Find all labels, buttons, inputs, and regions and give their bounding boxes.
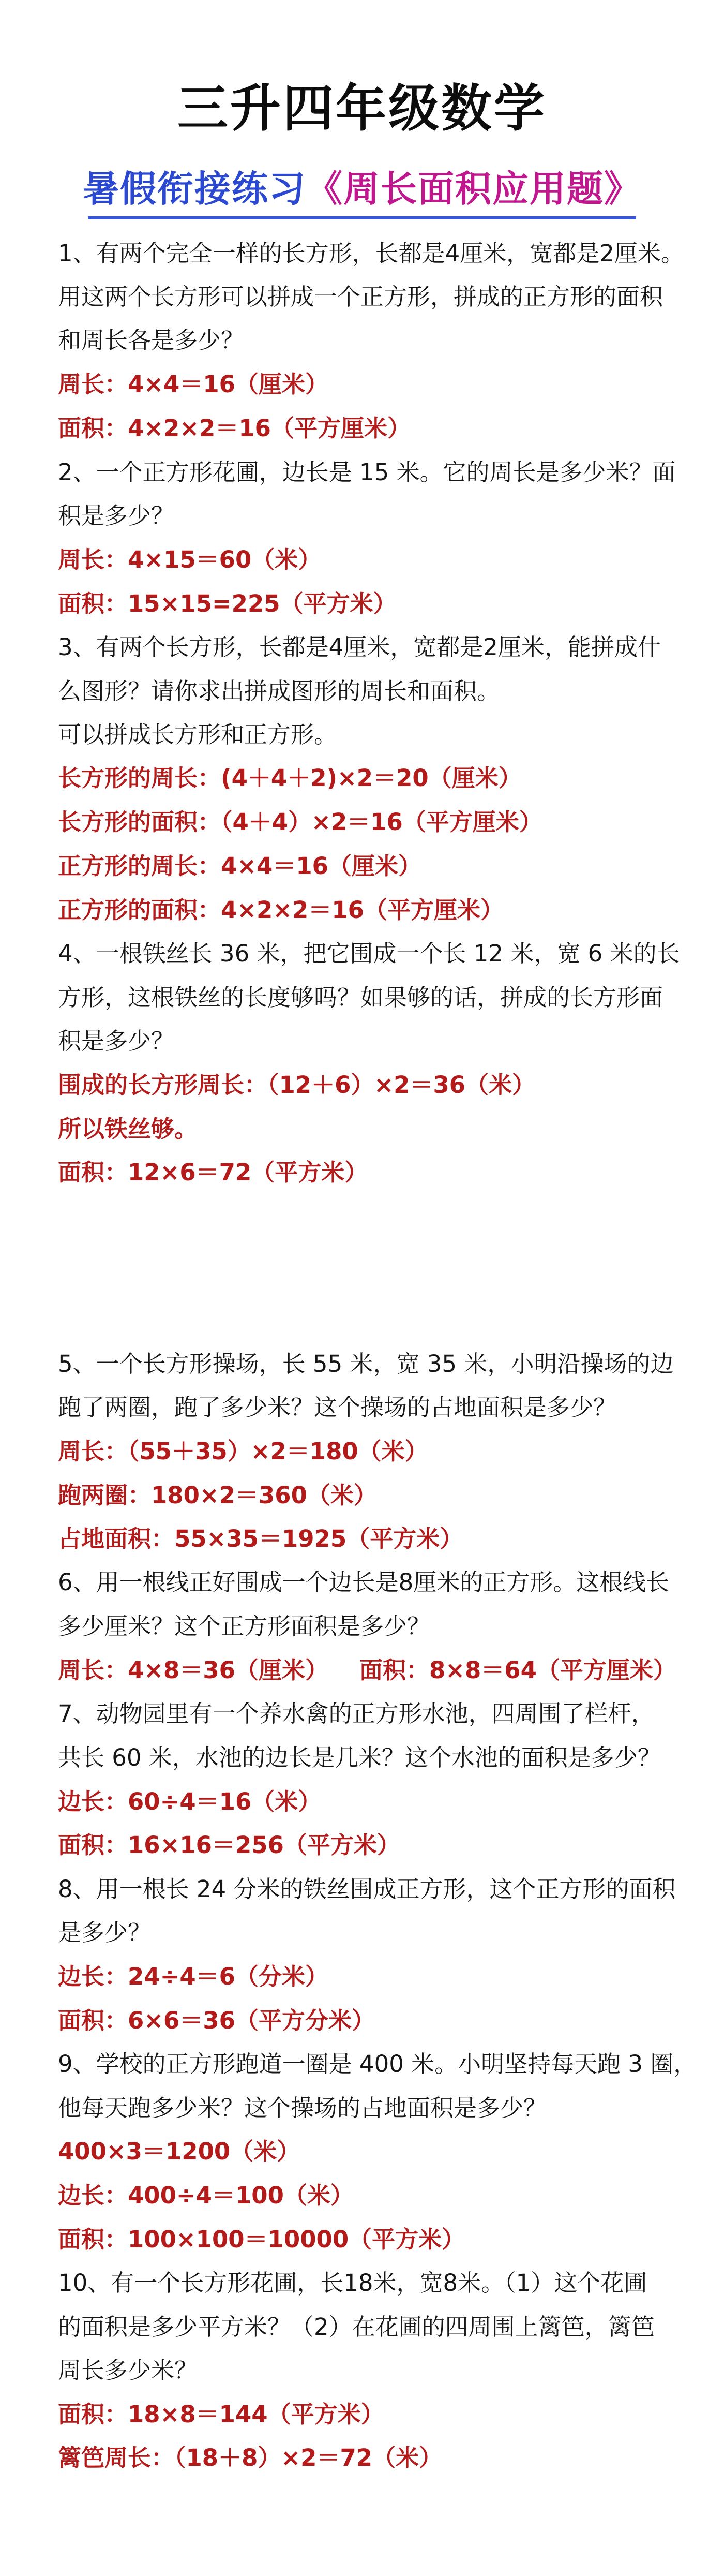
answer-3-line-4: 正方形的面积：4×2×2＝16（平方厘米）: [58, 896, 504, 924]
question-4-line-2: 方形，这根铁丝的长度够吗？如果够的话，拼成的长方形面: [58, 984, 663, 1011]
answer-8-line-2: 面积：6×6＝36（平方分米）: [58, 2007, 375, 2034]
question-8-line-2: 是多少？: [58, 1919, 152, 1946]
question-3-line-1: 3、有两个长方形，长都是4厘米，宽都是2厘米，能拼成什: [58, 633, 661, 661]
answer-2-line-1: 周长：4×15＝60（米）: [58, 546, 322, 573]
question-4-line-3: 积是多少？: [58, 1027, 175, 1055]
question-10-line-1: 10、有一个长方形花圃，长18米，宽8米。（1）这个花圃: [58, 2269, 647, 2297]
answer-5-line-1: 周长：（55＋35）×2＝180（米）: [58, 1438, 428, 1465]
answer-6-line-1: [58, 1656, 678, 1685]
page-subtitle: [0, 166, 724, 212]
question-7-line-1: 7、动物园里有一个养水禽的正方形水池，四周围了栏杆，: [58, 1700, 655, 1727]
question-5-line-2: 跑了两圈，跑了多少米？这个操场的占地面积是多少？: [58, 1394, 617, 1421]
question-1-line-1: 1、有两个完全一样的长方形，长都是4厘米，宽都是2厘米。: [58, 240, 684, 267]
question-3-line-3: 可以拼成长方形和正方形。: [58, 721, 338, 748]
question-2-line-2: 积是多少？: [58, 502, 175, 529]
answer-9-line-3: 面积：100×100＝10000（平方米）: [58, 2226, 465, 2253]
answer-9-line-2: 边长：400÷4＝100（米）: [58, 2182, 354, 2209]
question-4-line-1: 4、一根铁丝长 36 米，把它围成一个长 12 米，宽 6 米的长: [58, 940, 680, 967]
page-title: 三升四年级数学: [177, 79, 547, 138]
answer-3-line-3: 正方形的周长：4×4＝16（厘米）: [58, 852, 421, 880]
answer-4-line-2: 所以铁丝够。: [58, 1115, 198, 1143]
answer-3-line-2: 长方形的面积：（4＋4）×2＝16（平方厘米）: [58, 808, 542, 836]
question-10-line-2: 的面积是多少平方米？（2）在花圃的四周围上篱笆，篱笆: [58, 2313, 655, 2341]
answer-1-line-1: 周长：4×4＝16（厘米）: [58, 371, 328, 398]
answer-5-line-3: 占地面积：55×35＝1925（平方米）: [58, 1525, 463, 1552]
answer-4-line-1: 围成的长方形周长：（12＋6）×2＝36（米）: [58, 1071, 536, 1099]
answer-6-area: 面积：8×8＝64（平方厘米）: [359, 1656, 676, 1684]
answer-2-line-2: 面积：15×15=225（平方米）: [58, 590, 397, 617]
question-5-line-1: 5、一个长方形操场，长 55 米，宽 35 米，小明沿操场的边: [58, 1350, 674, 1378]
answer-8-line-1: 边长：24÷4＝6（分米）: [58, 1963, 328, 1990]
answer-10-line-2: 篱笆周长：（18＋8）×2＝72（米）: [58, 2444, 443, 2471]
answer-5-line-2: 跑两圈：180×2＝360（米）: [58, 1482, 377, 1509]
subtitle-topic: 《周长面积应用题》: [306, 168, 641, 210]
answer-6-perimeter: 周长：4×8＝36（厘米）: [58, 1656, 328, 1684]
answer-1-line-2: 面积：4×2×2＝16（平方厘米）: [58, 414, 411, 442]
answer-4-line-3: 面积：12×6＝72（平方米）: [58, 1159, 368, 1186]
question-2-line-1: 2、一个正方形花圃，边长是 15 米。它的周长是多少米？面: [58, 458, 676, 486]
question-9-line-1: 9、学校的正方形跑道一圈是 400 米。小明坚持每天跑 3 圈，: [58, 2050, 697, 2078]
question-8-line-1: 8、用一根长 24 分米的铁丝围成正方形，这个正方形的面积: [58, 1875, 676, 1903]
question-10-line-3: 周长多少米？: [58, 2357, 198, 2384]
answer-9-line-1: 400×3＝1200（米）: [58, 2138, 300, 2165]
subtitle-main: 暑假衔接练习: [83, 168, 306, 210]
subtitle-underline: [88, 216, 636, 219]
answer-10-line-1: 面积：18×8＝144（平方米）: [58, 2401, 384, 2428]
question-6-line-2: 多少厘米？这个正方形面积是多少？: [58, 1612, 431, 1640]
question-1-line-2: 用这两个长方形可以拼成一个正方形，拼成的正方形的面积: [58, 283, 663, 310]
answer-7-line-1: 边长：60÷4＝16（米）: [58, 1788, 322, 1815]
question-1-line-3: 和周长各是多少？: [58, 327, 245, 354]
question-6-line-1: 6、用一根线正好围成一个边长是8厘米的正方形。这根线长: [58, 1568, 670, 1596]
question-3-line-2: 么图形？请你求出拼成图形的周长和面积。: [58, 677, 501, 705]
answer-7-line-2: 面积：16×16＝256（平方米）: [58, 1831, 400, 1859]
question-9-line-2: 他每天跑多少米？这个操场的占地面积是多少？: [58, 2094, 547, 2122]
answer-3-line-1: 长方形的周长：(4＋4＋2)×2＝20（厘米）: [58, 764, 522, 792]
question-7-line-2: 共长 60 米，水池的边长是几米？这个水池的面积是多少？: [58, 1744, 661, 1771]
